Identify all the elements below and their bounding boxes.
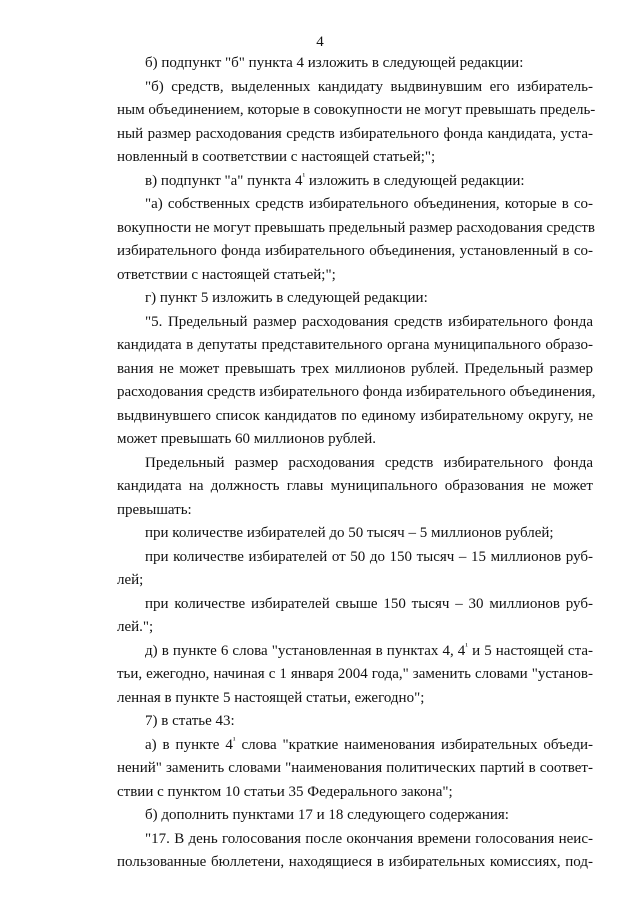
text-line: д) в пункте 6 слова "установленная в пунктах 4, $4^{^1}$ и 5 настоящей ста-	[145, 640, 593, 659]
text-line: "5. Предельный размер расходования средств избирательного фонда	[145, 313, 593, 330]
document-body	[117, 52, 596, 875]
text-line: пользованные бюллетени, находящиеся в избирательных комиссиях, под-	[117, 854, 593, 870]
text-line: 7) в статье 43:	[145, 713, 235, 729]
text-line: может превышать 60 миллионов рублей.	[117, 431, 376, 447]
text-line: вокупности не могут превышать предельный размер расходования средств	[117, 219, 595, 236]
text-line: в) подпункт "а" пункта $4^{^1}$ изложить в следующей редакции:	[145, 170, 525, 189]
text-line: а) в пункте $4^{^1}$ слова "краткие наименования избирательных объеди-	[145, 734, 594, 753]
text-line: при количестве избирателей свыше 150 тысяч – 30 миллионов руб-	[145, 595, 593, 612]
text-line: кандидата в депутаты представительного органа муниципального образо-	[117, 337, 593, 353]
text-line: Предельный размер расходования средств избирательного фонда	[145, 454, 593, 471]
text-line: ответствии с настоящей статьей;";	[117, 266, 336, 283]
text-line: кандидата на должность главы муниципального образования не может	[117, 478, 593, 494]
text-line: расходования средств избирательного фонда избирательного объединения,	[117, 384, 596, 400]
page-number: 4	[316, 34, 324, 50]
text-line: ствии с пунктом 10 статьи 35 Федерального закона";	[117, 783, 453, 800]
text-line: тьи, ежегодно, начиная с 1 января 2004 года," заменить словами "установ-	[117, 666, 593, 682]
text-line: б) дополнить пунктами 17 и 18 следующего содержания:	[145, 807, 509, 823]
text-line: г) пункт 5 изложить в следующей редакции:	[145, 290, 428, 306]
text-line: "а) собственных средств избирательного объединения, которые в со-	[145, 196, 593, 212]
text-line: при количестве избирателей до 50 тысяч – 5 миллионов рублей;	[145, 525, 554, 541]
text-line: новленный в соответствии с настоящей статьей;";	[117, 149, 436, 165]
text-line: ный размер расходования средств избирательного фонда кандидата, уста-	[117, 125, 593, 142]
text-line: нений" заменить словами "наименования политических партий в соответ-	[117, 760, 593, 776]
text-line: лей;	[117, 572, 144, 588]
text-line: б) подпункт "б" пункта 4 изложить в следующей редакции:	[145, 55, 524, 71]
text-line: вания не может превышать трех миллионов рублей. Предельный размер	[117, 360, 593, 377]
text-line: ным объединением, которые в совокупности не могут превышать предель-	[117, 102, 596, 118]
text-line: "б) средств, выделенных кандидату выдвинувшим его избиратель-	[145, 78, 593, 95]
text-line: при количестве избирателей от 50 до 150 тысяч – 15 миллионов руб-	[145, 548, 593, 565]
text-line: превышать:	[117, 501, 192, 518]
text-line: избирательного фонда избирательного объединения, установленный в со-	[117, 243, 593, 259]
text-line: "17. В день голосования после окончания времени голосования неис-	[145, 830, 593, 847]
text-line: ленная в пункте 5 настоящей статьи, ежегодно";	[117, 689, 425, 706]
text-line: выдвинувшего список кандидатов по единому избирательному округу, не	[117, 407, 593, 424]
text-line: лей.";	[117, 619, 154, 635]
